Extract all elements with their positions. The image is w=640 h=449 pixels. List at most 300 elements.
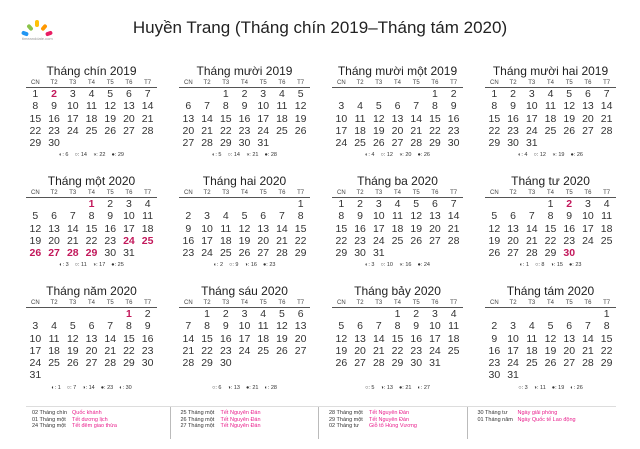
- moon-phases: [179, 262, 310, 268]
- weekday-label: T7: [450, 190, 458, 196]
- moon-phase-icon: ●: 26: [417, 152, 430, 159]
- holiday-column: [175, 407, 320, 439]
- day-cell: 12: [238, 222, 251, 235]
- day-cell: 2: [241, 88, 248, 100]
- day-cell: 29: [294, 247, 307, 260]
- day-cell: 16: [447, 112, 460, 125]
- day-cell: 16: [141, 332, 154, 345]
- day-cell: 18: [276, 112, 288, 125]
- month-calendar: [485, 284, 616, 394]
- day-cell: 13: [507, 222, 519, 235]
- weekday-label: T2: [356, 190, 364, 196]
- month-title: Tháng bảy 2020: [354, 284, 441, 298]
- month-calendar: [26, 284, 157, 394]
- day-cell: 2: [491, 320, 498, 333]
- day-cell: 13: [391, 112, 404, 125]
- day-cell: 16: [219, 332, 232, 345]
- day-cell: 16: [488, 344, 501, 357]
- day-cell: 25: [85, 124, 98, 137]
- day-cell: 17: [29, 344, 42, 357]
- holiday-name: Tết Nguyên Đán: [369, 410, 410, 416]
- day-cell: 22: [488, 124, 501, 137]
- day-cell: 29: [600, 357, 613, 370]
- empty-day: [522, 198, 541, 210]
- day-cell: 30: [410, 357, 423, 370]
- empty-day: [504, 308, 523, 320]
- day-cell: 2: [144, 308, 151, 320]
- day-cell: 9: [510, 100, 516, 113]
- weekday-label: T2: [203, 190, 211, 196]
- day-cell: 15: [294, 222, 307, 235]
- day-cell: 15: [335, 222, 348, 235]
- day-cell: 6: [510, 210, 516, 223]
- weekday-label: CN: [31, 300, 40, 306]
- day-cell: 7: [185, 320, 192, 333]
- day-cell: 31: [29, 369, 42, 382]
- day-cell: 7: [528, 210, 535, 223]
- day-cell: 17: [123, 222, 135, 235]
- day-cell: 4: [144, 198, 151, 210]
- day-cell: 9: [450, 100, 457, 113]
- weekday-label: T5: [106, 300, 114, 306]
- weekday-label: T3: [69, 300, 77, 306]
- day-grid: [179, 308, 310, 369]
- day-cell: 24: [257, 124, 270, 137]
- empty-day: [351, 88, 370, 100]
- day-cell: 27: [257, 247, 270, 260]
- empty-day: [216, 198, 235, 210]
- day-cell: 9: [357, 210, 363, 223]
- day-cell: 19: [238, 234, 251, 247]
- day-cell: 28: [410, 137, 423, 150]
- day-cell: 25: [219, 247, 232, 260]
- weekday-header: [332, 299, 463, 308]
- empty-day: [45, 198, 64, 210]
- day-cell: 11: [448, 320, 460, 333]
- day-cell: 5: [279, 308, 285, 320]
- moon-phase-icon: ●: 26: [570, 152, 583, 159]
- day-cell: 22: [85, 234, 98, 247]
- month-title: Tháng sáu 2020: [201, 284, 288, 298]
- day-cell: 27: [354, 357, 366, 370]
- day-cell: 5: [375, 100, 382, 113]
- moon-phases: [179, 385, 310, 391]
- weekday-label: T6: [431, 190, 439, 196]
- day-cell: 6: [394, 100, 401, 113]
- empty-day: [485, 198, 504, 210]
- day-cell: 24: [525, 124, 538, 137]
- weekday-label: CN: [31, 80, 40, 86]
- holiday-day: 1: [126, 308, 132, 320]
- day-cell: 31: [507, 369, 519, 382]
- day-cell: 10: [335, 112, 348, 125]
- weekday-label: T6: [125, 80, 133, 86]
- moon-phase-icon: ◑: 17: [92, 262, 106, 269]
- weekday-header: [485, 189, 616, 198]
- day-cell: 30: [507, 137, 519, 150]
- holiday-date: 27 Tháng một: [180, 423, 215, 429]
- weekday-label: T4: [393, 80, 401, 86]
- day-cell: 4: [394, 198, 401, 210]
- day-cell: 8: [297, 210, 304, 223]
- weekday-label: T6: [584, 190, 592, 196]
- holiday-day: 1: [88, 198, 95, 210]
- calendar-grid: [26, 64, 616, 394]
- day-cell: 14: [410, 112, 423, 125]
- moon-phase-icon: ◐: 30: [119, 384, 132, 391]
- month-calendar: [332, 64, 463, 174]
- day-cell: 13: [563, 332, 576, 345]
- weekday-label: T4: [546, 300, 554, 306]
- month-calendar: [332, 284, 463, 394]
- day-cell: 3: [126, 198, 132, 210]
- holiday-column: [323, 407, 468, 439]
- day-cell: 7: [450, 198, 457, 210]
- day-cell: 14: [525, 222, 538, 235]
- month-title: Tháng một 2020: [47, 174, 136, 188]
- day-cell: 31: [123, 247, 135, 260]
- day-cell: 6: [260, 210, 267, 223]
- holiday-date: 25 Tháng một: [180, 410, 215, 416]
- moon-phase-icon: ○: 5: [365, 384, 375, 391]
- moon-phase-icon: ●: 19: [551, 384, 565, 391]
- day-cell: 8: [491, 100, 498, 113]
- weekday-label: T6: [431, 300, 439, 306]
- holiday-column: [26, 407, 171, 439]
- moon-phase-icon: ○: 12: [380, 152, 393, 159]
- day-cell: 26: [488, 247, 501, 260]
- day-cell: 11: [257, 320, 269, 333]
- day-cell: 27: [507, 247, 519, 260]
- day-cell: 23: [48, 124, 60, 137]
- weekday-header: [332, 79, 463, 88]
- weekday-header: [485, 299, 616, 308]
- day-cell: 21: [201, 124, 213, 137]
- day-cell: 28: [141, 124, 154, 137]
- day-cell: 10: [507, 332, 519, 345]
- day-cell: 29: [391, 357, 404, 370]
- day-cell: 5: [338, 320, 345, 333]
- weekday-label: T4: [240, 300, 248, 306]
- holiday-date: 02 Tháng tư: [329, 423, 359, 429]
- day-cell: 16: [182, 234, 195, 247]
- day-cell: 8: [32, 100, 39, 113]
- day-cell: 2: [450, 88, 457, 100]
- month-title: Tháng ba 2020: [357, 174, 438, 188]
- weekday-header: [26, 189, 157, 198]
- moon-phase-icon: ◐: 5: [212, 152, 222, 159]
- day-cell: 27: [582, 124, 594, 137]
- day-cell: 22: [219, 124, 232, 137]
- day-cell: 4: [279, 88, 285, 100]
- weekday-label: T3: [69, 190, 77, 196]
- weekday-label: T7: [450, 80, 458, 86]
- moon-phase-icon: ◐: 27: [417, 384, 430, 391]
- moon-phase-icon: ◐: 3: [365, 262, 375, 269]
- weekday-label: CN: [490, 80, 499, 86]
- day-cell: 19: [563, 112, 576, 125]
- day-cell: 15: [429, 112, 441, 125]
- month-title: Tháng mười 2019: [196, 64, 293, 78]
- day-cell: 18: [48, 344, 60, 357]
- day-cell: 18: [85, 112, 98, 125]
- empty-day: [198, 198, 217, 210]
- holiday-day: 30: [563, 247, 576, 260]
- holiday-name: Ngày giải phóng: [517, 410, 558, 416]
- moon-phase-icon: ●: 23: [568, 262, 582, 269]
- day-cell: 8: [432, 100, 438, 113]
- day-cell: 18: [525, 344, 538, 357]
- weekday-label: T3: [69, 80, 77, 86]
- day-cell: 24: [238, 344, 251, 357]
- day-cell: 21: [182, 344, 195, 357]
- empty-day: [369, 88, 388, 100]
- weekday-label: T7: [144, 300, 152, 306]
- day-cell: 26: [563, 124, 576, 137]
- weekday-label: T5: [412, 300, 420, 306]
- weekday-label: T6: [431, 80, 439, 86]
- day-cell: 19: [335, 344, 348, 357]
- moon-phase-icon: ◐: 28: [264, 384, 277, 391]
- day-cell: 20: [182, 124, 195, 137]
- weekday-label: T4: [87, 300, 95, 306]
- empty-day: [407, 88, 426, 100]
- weekday-label: T7: [603, 80, 611, 86]
- holiday-day: 2: [566, 198, 573, 210]
- day-cell: 10: [201, 222, 213, 235]
- day-cell: 26: [66, 357, 79, 370]
- day-cell: 4: [51, 320, 57, 333]
- empty-day: [179, 198, 198, 210]
- moon-phase-icon: ◑: 16: [244, 262, 257, 269]
- weekday-label: T4: [393, 190, 401, 196]
- day-cell: 8: [204, 320, 210, 333]
- weekday-header: [332, 189, 463, 198]
- holiday-name: Tết Nguyên Đán: [220, 423, 261, 429]
- weekday-label: CN: [490, 300, 499, 306]
- day-cell: 23: [410, 344, 423, 357]
- day-cell: 20: [85, 344, 98, 357]
- day-cell: 22: [429, 124, 441, 137]
- day-cell: 21: [600, 112, 613, 125]
- day-cell: 7: [69, 210, 76, 223]
- day-cell: 30: [219, 357, 232, 370]
- day-cell: 19: [544, 344, 557, 357]
- day-cell: 25: [447, 344, 460, 357]
- weekday-label: CN: [337, 80, 346, 86]
- holiday-name: Ngày Quốc tế Lao động: [517, 416, 576, 423]
- day-cell: 31: [429, 357, 441, 370]
- day-cell: 28: [447, 234, 460, 247]
- weekday-label: T5: [565, 190, 573, 196]
- day-cell: 17: [429, 332, 441, 345]
- day-cell: 25: [257, 344, 270, 357]
- day-cell: 12: [294, 100, 307, 113]
- day-cell: 4: [528, 320, 535, 333]
- day-cell: 3: [69, 88, 76, 100]
- day-cell: 21: [276, 234, 288, 247]
- day-cell: 22: [335, 234, 348, 247]
- day-cell: 19: [294, 112, 307, 125]
- day-cell: 6: [432, 198, 438, 210]
- weekday-label: T7: [297, 190, 305, 196]
- day-grid: [485, 88, 616, 149]
- holiday-name: Tết dương lịch: [72, 416, 108, 423]
- moon-phase-icon: ●: 21: [245, 384, 259, 391]
- moon-phase-icon: ●: 28: [264, 152, 277, 159]
- day-cell: 27: [123, 124, 135, 137]
- day-cell: 26: [410, 234, 423, 247]
- day-cell: 14: [372, 332, 385, 345]
- holiday-day: 26: [29, 247, 42, 260]
- day-cell: 30: [354, 247, 366, 260]
- day-cell: 13: [48, 222, 60, 235]
- day-cell: 18: [600, 222, 613, 235]
- weekday-label: T2: [50, 300, 58, 306]
- day-cell: 12: [335, 332, 348, 345]
- weekday-label: T6: [278, 190, 286, 196]
- empty-day: [63, 198, 82, 210]
- day-cell: 29: [123, 357, 135, 370]
- day-cell: 4: [603, 198, 610, 210]
- day-cell: 25: [600, 234, 613, 247]
- holiday-column: [472, 407, 617, 439]
- day-cell: 31: [257, 137, 270, 150]
- weekday-label: T5: [259, 80, 267, 86]
- weekday-label: T2: [356, 80, 364, 86]
- day-cell: 5: [69, 320, 76, 333]
- day-cell: 1: [394, 308, 401, 320]
- empty-day: [332, 88, 351, 100]
- moon-phases: [26, 385, 157, 391]
- day-cell: 26: [238, 247, 251, 260]
- day-cell: 20: [257, 234, 270, 247]
- day-cell: 18: [141, 222, 154, 235]
- holiday-day: 28: [66, 247, 79, 260]
- moon-phase-icon: ◐: 1: [51, 384, 61, 391]
- day-cell: 14: [276, 222, 288, 235]
- day-cell: 6: [357, 320, 363, 333]
- day-cell: 13: [85, 332, 98, 345]
- moon-phase-icon: ◐: 4: [518, 152, 528, 159]
- moon-phase-icon: ◐: 26: [570, 384, 583, 391]
- day-cell: 7: [413, 100, 420, 113]
- weekday-header: [179, 189, 310, 198]
- moon-phases: [26, 152, 157, 158]
- weekday-label: T5: [412, 190, 420, 196]
- day-grid: [485, 308, 616, 382]
- day-cell: 25: [276, 124, 288, 137]
- day-cell: 27: [391, 137, 404, 150]
- weekday-label: T7: [297, 300, 305, 306]
- day-cell: 29: [201, 357, 213, 370]
- day-cell: 27: [182, 137, 195, 150]
- day-grid: [332, 308, 463, 369]
- day-grid: [332, 198, 463, 259]
- day-cell: 31: [372, 247, 385, 260]
- day-grid: [26, 308, 157, 382]
- holiday-name: Tết Nguyên Đán: [220, 410, 261, 416]
- day-cell: 17: [66, 112, 79, 125]
- day-cell: 24: [66, 124, 79, 137]
- day-cell: 5: [413, 198, 420, 210]
- day-cell: 7: [107, 320, 114, 333]
- day-grid: [332, 88, 463, 149]
- day-cell: 19: [276, 332, 288, 345]
- empty-day: [82, 308, 101, 320]
- day-cell: 8: [394, 320, 401, 333]
- day-cell: 10: [582, 210, 594, 223]
- day-cell: 4: [357, 100, 363, 113]
- day-cell: 15: [29, 112, 42, 125]
- day-cell: 3: [510, 320, 516, 333]
- moon-phase-icon: ○: 7: [66, 384, 77, 391]
- day-cell: 9: [241, 100, 248, 113]
- day-cell: 17: [525, 112, 538, 125]
- weekday-label: T2: [50, 80, 58, 86]
- day-cell: 16: [48, 112, 60, 125]
- day-cell: 16: [410, 332, 423, 345]
- day-cell: 21: [582, 344, 594, 357]
- holiday-date: 26 Tháng một: [180, 416, 215, 423]
- day-cell: 18: [391, 222, 404, 235]
- moon-phases: [332, 385, 463, 391]
- day-cell: 21: [372, 344, 385, 357]
- weekday-label: T3: [222, 80, 230, 86]
- day-cell: 23: [141, 344, 154, 357]
- moon-phase-icon: ◑: 21: [245, 152, 259, 159]
- day-cell: 13: [182, 112, 195, 125]
- weekday-label: T5: [259, 300, 267, 306]
- weekday-label: T4: [546, 80, 554, 86]
- day-cell: 13: [294, 320, 307, 333]
- day-cell: 25: [354, 137, 366, 150]
- day-cell: 24: [335, 137, 348, 150]
- day-cell: 10: [372, 210, 385, 223]
- holiday-list: [26, 406, 616, 439]
- day-cell: 26: [372, 137, 385, 150]
- empty-day: [63, 308, 82, 320]
- day-cell: 23: [507, 124, 519, 137]
- day-cell: 28: [525, 247, 538, 260]
- day-cell: 29: [488, 137, 501, 150]
- day-cell: 6: [185, 100, 192, 113]
- day-cell: 22: [391, 344, 404, 357]
- weekday-label: T3: [528, 80, 536, 86]
- day-cell: 30: [238, 137, 251, 150]
- empty-day: [369, 308, 388, 320]
- holiday-date: 29 Tháng một: [329, 416, 363, 423]
- day-cell: 25: [391, 234, 404, 247]
- month-title: Tháng tám 2020: [506, 284, 595, 298]
- day-cell: 22: [544, 234, 557, 247]
- month-title: Tháng chín 2019: [46, 64, 137, 78]
- day-cell: 1: [432, 88, 438, 100]
- day-cell: 16: [563, 222, 576, 235]
- moon-phase-icon: ◐: 6: [59, 152, 69, 159]
- month-title: Tháng mười một 2019: [337, 64, 458, 78]
- day-cell: 5: [107, 88, 114, 100]
- day-cell: 21: [141, 112, 154, 125]
- day-cell: 1: [204, 308, 210, 320]
- month-calendar: [179, 284, 310, 394]
- weekday-label: T5: [259, 190, 267, 196]
- moon-phases: [332, 152, 463, 158]
- day-cell: 11: [545, 100, 556, 113]
- day-cell: 3: [375, 198, 382, 210]
- day-cell: 11: [48, 332, 60, 345]
- day-cell: 23: [238, 124, 251, 137]
